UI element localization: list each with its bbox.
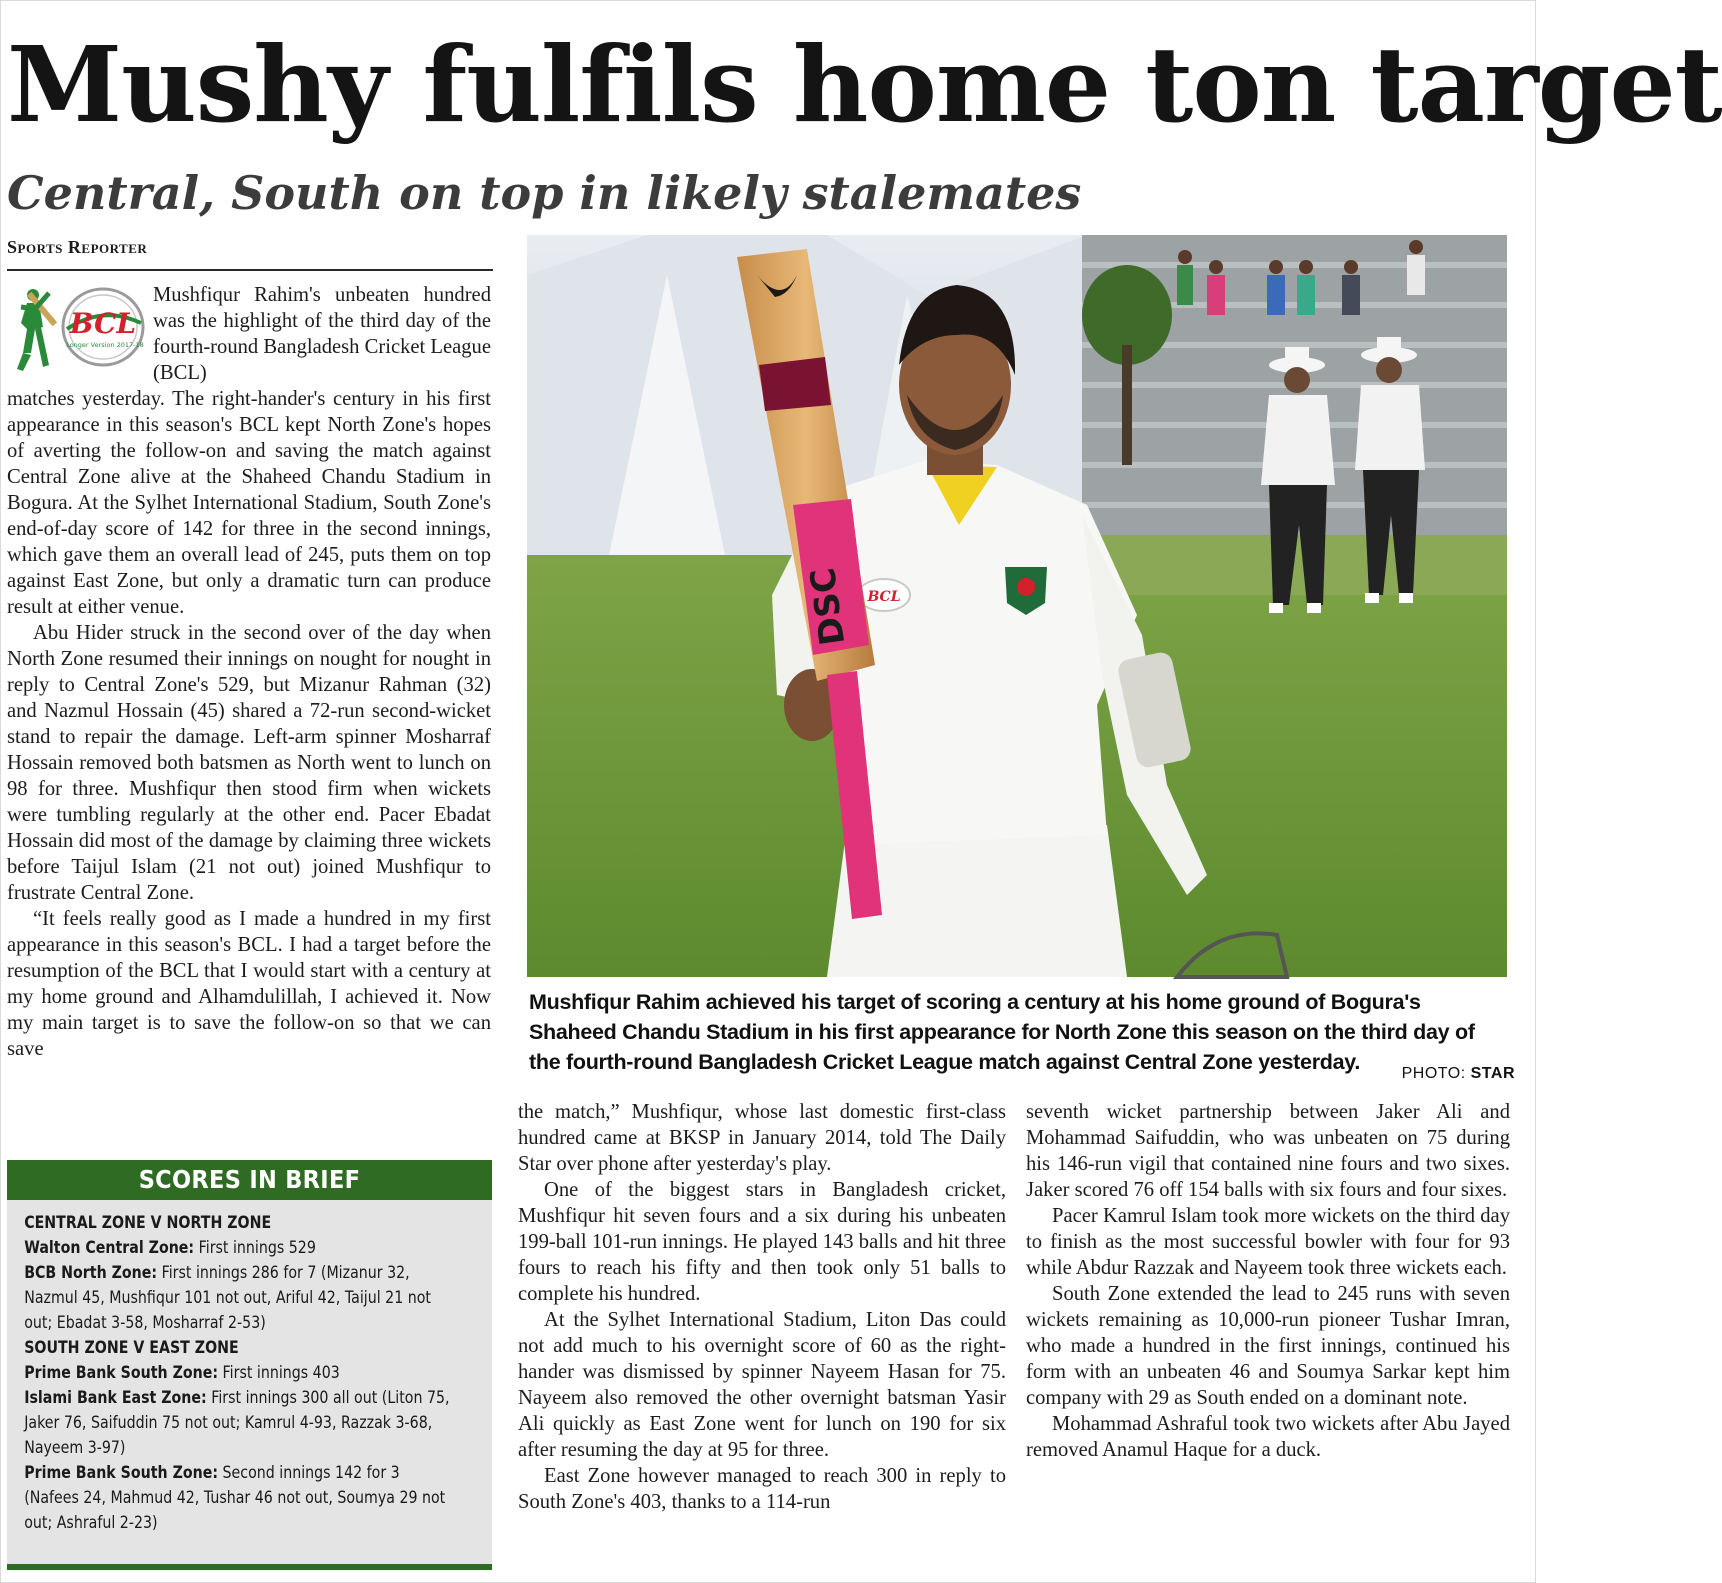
- innings-detail: First innings 300 all out (Liton 75, Jaker 76, Saifuddin 75 not out; Kamrul 4-93, Razzak 3-68, Nayeem 3-97): [24, 1388, 450, 1457]
- logo-text: BCL: [69, 307, 137, 340]
- photo-credit: [1395, 1065, 1515, 1083]
- article-paragraph: Mohammad Ashraful took two wickets after Abu Jayed removed Anamul Haque for a duck.: [1026, 1413, 1510, 1461]
- player-photo: [527, 235, 1507, 977]
- innings-detail: First innings 529: [198, 1238, 316, 1257]
- score-line: [24, 1235, 456, 1260]
- batsman-logo-icon: [17, 289, 57, 371]
- headline: Mushy fulfils home ton target: [7, 23, 1722, 146]
- article-paragraph: seventh wicket partnership between Jaker Ali and Mohammad Saifuddin, who was unbeaten on 75 during his 146-run vigil that contained nine fours and two sixes. Jaker scored 76 off 154 balls with six fours and four sixes.: [1026, 1101, 1510, 1201]
- team-name: BCB North Zone:: [24, 1263, 158, 1282]
- article-paragraph: “It feels really good as I made a hundred in my first appearance in this season's BCL. I had a target before the resumption of the BCL that I would start with a century at my home ground and Alhamdulillah, I achieved it. Now my main target is to save the follow-on so that we can save: [7, 908, 491, 1060]
- article-paragraph: matches yesterday. The right-hander's century in his first appearance in this season's BCL kept North Zone's hopes of averting the follow-on and saving the match against Central Zone alive at the Shaheed Chandu Stadium in Bogura. At the Sylhet International Stadium, South Zone's end-of-day score of 142 for three in the second innings, which gave them an overall lead of 245, puts them on top against East Zone, but only a dramatic turn can produce result at either venue.: [7, 388, 491, 618]
- article-paragraph: At the Sylhet International Stadium, Liton Das could not add much to his overnight score of 60 as the right-hander was dismissed by spinner Nayeem Hasan for 75. Nayeem also removed the other overnight batsman Yasir Ali quickly as East Zone went for lunch on 190 for six after resuming the day at 95 for three.: [518, 1309, 1006, 1461]
- subheadline: Central, South on top in likely stalemates: [7, 166, 1082, 220]
- score-line: [24, 1385, 456, 1460]
- logo-tagline: Longer Version 2017-18: [66, 341, 144, 349]
- photo-caption: Mushfiqur Rahim achieved his target of scoring a century at his home ground of Bogura's Shaheed Chandu Stadium in his first appearance for North Zone this season on the third day of the fourth-round Bangladesh Cricket League match against Central Zone yesterday.: [529, 990, 1475, 1074]
- bcl-logo: [9, 283, 147, 375]
- team-name: Walton Central Zone:: [24, 1238, 195, 1257]
- team-name: Islami Bank East Zone:: [24, 1388, 207, 1407]
- score-line: [24, 1460, 456, 1535]
- photo-credit-source: STAR: [1470, 1065, 1515, 1082]
- scores-body: [7, 1200, 463, 1535]
- article-paragraph: Pacer Kamrul Islam took more wickets on the third day to finish as the most successful bowler with four for 93 while Abdur Razzak and Nayeem took three wickets each.: [1026, 1205, 1510, 1279]
- article-paragraph: One of the biggest stars in Bangladesh cricket, Mushfiqur hit seven fours and a six during his unbeaten 199-ball 101-run innings. He played 143 balls and hit three fours to reach his fifty and then took only 51 balls to complete his hundred.: [518, 1179, 1006, 1305]
- scores-in-brief-box: [7, 1160, 492, 1570]
- article-column-2: [518, 1099, 1006, 1515]
- match-heading: SOUTH ZONE V EAST ZONE: [24, 1338, 239, 1357]
- innings-detail: First innings 286 for 7 (Mizanur 32, Nazmul 45, Mushfiqur 101 not out, Ariful 42, Taijul 21 not out; Ebadat 3-58, Mosharraf 2-53): [24, 1263, 431, 1332]
- innings-detail: First innings 403: [222, 1363, 340, 1382]
- team-name: Prime Bank South Zone:: [24, 1463, 219, 1482]
- article-column-1: [7, 386, 491, 1062]
- article-paragraph: Abu Hider struck in the second over of the day when North Zone resumed their innings on nought for nought in reply to Central Zone's 529, but Mizanur Rahman (32) and Nazmul Hossain (45) shared a 72-run second-wicket stand to repair the damage. Left-arm spinner Mosharraf Hossain removed both batsmen as North went to lunch on 98 for three. Mushfiqur then stood firm when wickets were tumbling regularly at the other end. Pacer Ebadat Hossain did most of the damage by claiming three wickets before Taijul Islam (21 not out) joined Mushfiqur to frustrate Central Zone.: [7, 622, 491, 904]
- shirt-logo-text: BCL: [867, 589, 901, 605]
- article-column-3: [1026, 1099, 1510, 1463]
- match-heading: CENTRAL ZONE V NORTH ZONE: [24, 1213, 272, 1232]
- photo-credit-label: PHOTO:: [1401, 1065, 1466, 1082]
- innings-detail: Second innings 142 for 3 (Nafees 24, Mahmud 42, Tushar 46 not out, Soumya 29 not out; Ashraful 2-23): [24, 1463, 446, 1532]
- scores-title: SCORES IN BRIEF: [7, 1160, 492, 1200]
- article-intro: Mushfiqur Rahim's unbeaten hundred was the highlight of the third day of the fourth-round Bangladesh Cricket League (BCL): [153, 284, 491, 384]
- score-line: [24, 1360, 456, 1385]
- article-paragraph: East Zone however managed to reach 300 in reply to South Zone's 403, thanks to a 114-run: [518, 1465, 1006, 1513]
- article-paragraph: the match,” Mushfiqur, whose last domestic first-class hundred came at BKSP in January 2014, told The Daily Star over phone after yesterday's play.: [518, 1101, 1006, 1175]
- bat-brand-text: DSC: [802, 565, 854, 648]
- team-name: Prime Bank South Zone:: [24, 1363, 219, 1382]
- score-line: [24, 1260, 456, 1335]
- article-paragraph: South Zone extended the lead to 245 runs with seven wickets remaining as 10,000-run pioneer Tushar Imran, who made a hundred in the first innings, continued his form with an unbeaten 46 and Soumya Sarkar kept him company with 29 as South ended on a dominant note.: [1026, 1283, 1510, 1409]
- byline: Sports Reporter: [7, 237, 493, 271]
